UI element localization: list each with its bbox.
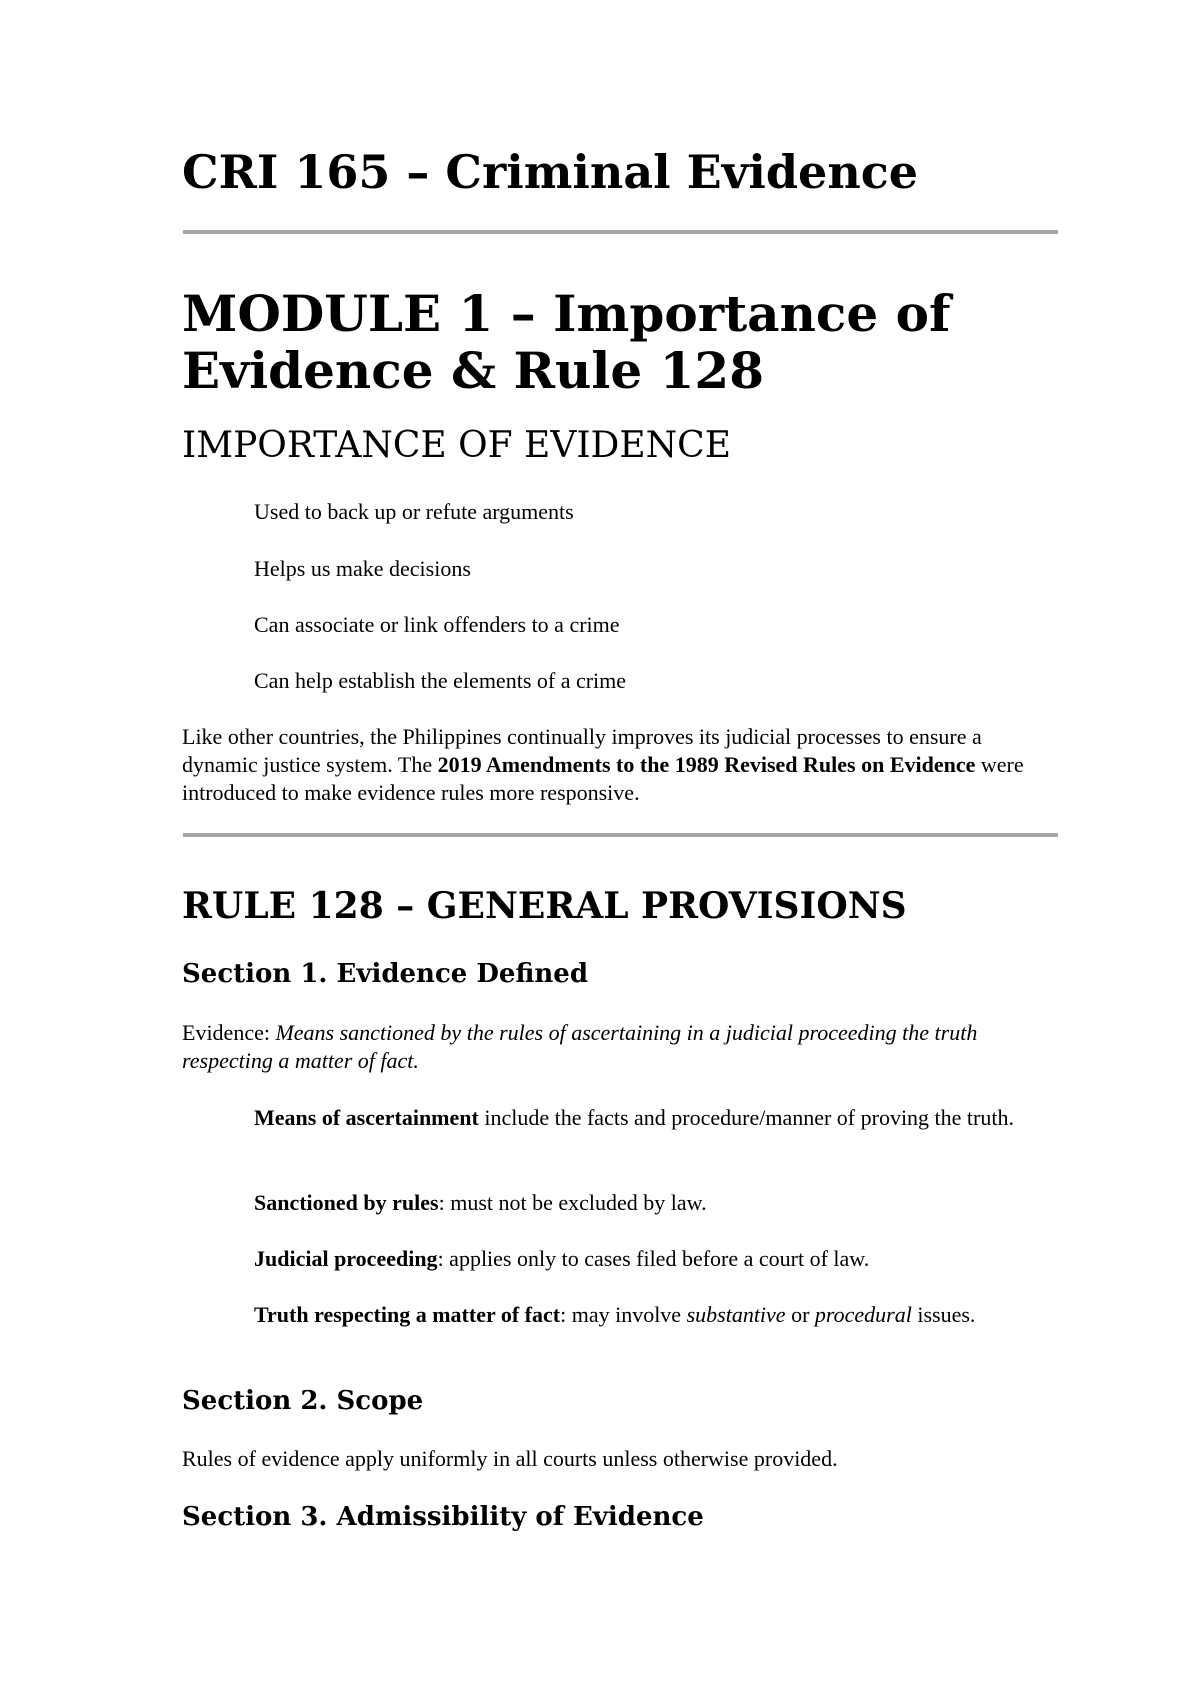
term: Sanctioned by rules	[254, 1190, 439, 1215]
term-emphasis: substantive	[686, 1302, 786, 1327]
list-item	[254, 1301, 1044, 1329]
section-1-heading: Section 1. Evidence Defined	[182, 959, 588, 989]
term-description: issues.	[911, 1302, 976, 1327]
term-description: : applies only to cases filed before a court of law.	[437, 1246, 870, 1271]
scope-paragraph: Rules of evidence apply uniformly in all courts unless otherwise provided.	[182, 1446, 838, 1471]
term-description: or	[785, 1302, 815, 1327]
evidence-definition	[182, 1019, 1042, 1075]
term-emphasis: procedural	[814, 1302, 912, 1327]
list-item: Helps us make decisions	[254, 556, 471, 581]
term-description: : may involve	[560, 1302, 687, 1327]
term: Judicial proceeding	[254, 1246, 438, 1271]
definition-text: Means sanctioned by the rules of ascertaining in a judicial proceeding the truth respecting a matter of fact.	[182, 1020, 978, 1073]
section-3-heading: Section 3. Admissibility of Evidence	[182, 1502, 704, 1532]
list-item: Used to back up or refute arguments	[254, 499, 574, 524]
paragraph-text: were introduced to make evidence rules more responsive.	[182, 752, 1024, 805]
importance-heading: IMPORTANCE OF EVIDENCE	[182, 425, 731, 466]
term: Means of ascertainment	[254, 1105, 479, 1130]
list-item	[254, 1104, 1044, 1132]
list-item: Can associate or link offenders to a crime	[254, 612, 620, 637]
definition-label: Evidence:	[182, 1020, 276, 1045]
section-2-heading: Section 2. Scope	[182, 1386, 424, 1416]
rule-128-heading: RULE 128 – GENERAL PROVISIONS	[182, 885, 907, 927]
amendments-paragraph	[182, 723, 1042, 807]
term-description: : must not be excluded by law.	[438, 1190, 707, 1215]
list-item	[254, 1189, 1044, 1217]
list-item: Can help establish the elements of a crime	[254, 668, 627, 693]
horizontal-divider	[183, 833, 1058, 837]
term: Truth respecting a matter of fact	[254, 1302, 561, 1327]
paragraph-text: Like other countries, the Philippines continually improves its judicial processes to ensure a dynamic justice system. The	[182, 724, 982, 777]
list-item	[254, 1245, 1044, 1273]
horizontal-divider	[183, 230, 1058, 234]
term-description: include the facts and procedure/manner of proving the truth.	[478, 1105, 1014, 1130]
document-title: CRI 165 – Criminal Evidence	[182, 145, 919, 199]
module-title: MODULE 1 – Importance of Evidence & Rule 128	[182, 284, 951, 400]
amendments-title: 2019 Amendments to the 1989 Revised Rules on Evidence	[437, 752, 976, 777]
